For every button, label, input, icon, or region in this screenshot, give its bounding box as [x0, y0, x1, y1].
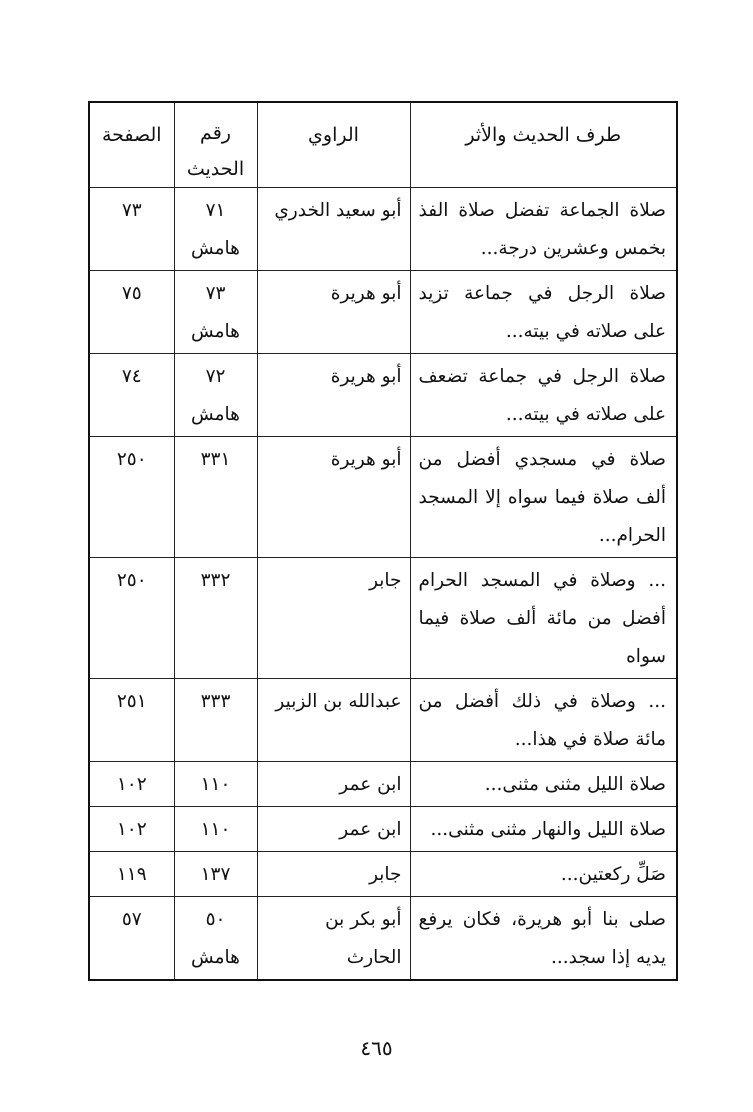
table-row [89, 679, 677, 762]
hadith-text: ... وصلاة في ذلك أفضل من مائة صلاة في هذا... [410, 679, 677, 762]
hadith-number: ١١٠ [200, 774, 231, 795]
rawi-name: جابر [257, 558, 410, 679]
page-ref: ٥٧ [89, 897, 174, 981]
footnote-marker: هامش [191, 238, 240, 259]
footnote-marker: هامش [191, 404, 240, 425]
hadith-number: ١١٠ [200, 819, 231, 840]
table-row [89, 188, 677, 271]
page-number: ٤٦٥ [360, 1036, 393, 1060]
hadith-text: ... وصلاة في المسجد الحرام أفضل من مائة ألف صلاة فيما سواه [410, 558, 677, 679]
hadith-text: صلاة الجماعة تفضل صلاة الفذ بخمس وعشرين درجة... [410, 188, 677, 271]
rawi-name: ابن عمر [257, 807, 410, 852]
hadith-number: ٣٣٢ [200, 570, 231, 591]
hadith-text: صلاة الرجل في جماعة تضعف على صلاته في بيته... [410, 354, 677, 437]
hadith-number: ٥٠ [205, 909, 226, 930]
page-ref: ١١٩ [89, 852, 174, 897]
header-number-line2: الحديث [186, 158, 245, 180]
table-row [89, 558, 677, 679]
hadith-text: صلاة الرجل في جماعة تزيد على صلاته في بيته... [410, 271, 677, 354]
table-header-row [89, 102, 677, 188]
hadith-index-table [88, 101, 678, 981]
page-ref: ١٠٢ [89, 762, 174, 807]
hadith-number: ٧١ [205, 200, 226, 221]
page-ref: ٧٣ [89, 188, 174, 271]
header-rawi: الراوي [257, 102, 410, 188]
rawi-name: أبو هريرة [257, 271, 410, 354]
page-ref: ٧٥ [89, 271, 174, 354]
hadith-text: صَلِّ ركعتين... [410, 852, 677, 897]
hadith-text: صلى بنا أبو هريرة، فكان يرفع يديه إذا سجد... [410, 897, 677, 981]
page-ref: ٢٥١ [89, 679, 174, 762]
hadith-index-table-container [90, 101, 678, 981]
header-number-line1: رقم [200, 122, 231, 144]
hadith-number: ٣٣٣ [200, 691, 231, 712]
table-row [89, 437, 677, 558]
rawi-name: ابن عمر [257, 762, 410, 807]
hadith-number-cell [174, 271, 257, 354]
hadith-number: ٣٣١ [200, 449, 231, 470]
hadith-number-cell [174, 558, 257, 679]
table-row [89, 354, 677, 437]
hadith-text: صلاة الليل والنهار مثنى مثنى... [410, 807, 677, 852]
header-hadith: طرف الحديث والأثر [410, 102, 677, 188]
page-ref: ٢٥٠ [89, 437, 174, 558]
header-page: الصفحة [89, 102, 174, 188]
page-ref: ٧٤ [89, 354, 174, 437]
table-row [89, 897, 677, 981]
hadith-number-cell [174, 762, 257, 807]
rawi-name: عبدالله بن الزبير [257, 679, 410, 762]
hadith-number: ٧٢ [205, 366, 226, 387]
header-number [174, 102, 257, 188]
hadith-text: صلاة في مسجدي أفضل من ألف صلاة فيما سواه إلا المسجد الحرام... [410, 437, 677, 558]
footnote-marker: هامش [191, 321, 240, 342]
page-ref: ١٠٢ [89, 807, 174, 852]
hadith-number-cell [174, 354, 257, 437]
hadith-text: صلاة الليل مثنى مثنى... [410, 762, 677, 807]
page-ref: ٢٥٠ [89, 558, 174, 679]
hadith-number-cell [174, 679, 257, 762]
hadith-number: ٧٣ [205, 283, 226, 304]
rawi-name: أبو هريرة [257, 437, 410, 558]
rawi-name: أبو سعيد الخدري [257, 188, 410, 271]
hadith-number: ١٣٧ [200, 864, 231, 885]
table-body [89, 188, 677, 981]
table-row [89, 852, 677, 897]
hadith-number-cell [174, 807, 257, 852]
table-row [89, 807, 677, 852]
table-row [89, 762, 677, 807]
hadith-number-cell [174, 897, 257, 981]
table-row [89, 271, 677, 354]
rawi-name: أبو هريرة [257, 354, 410, 437]
hadith-number-cell [174, 852, 257, 897]
footnote-marker: هامش [191, 947, 240, 968]
hadith-number-cell [174, 188, 257, 271]
rawi-name: أبو بكر بن الحارث [257, 897, 410, 981]
hadith-number-cell [174, 437, 257, 558]
rawi-name: جابر [257, 852, 410, 897]
